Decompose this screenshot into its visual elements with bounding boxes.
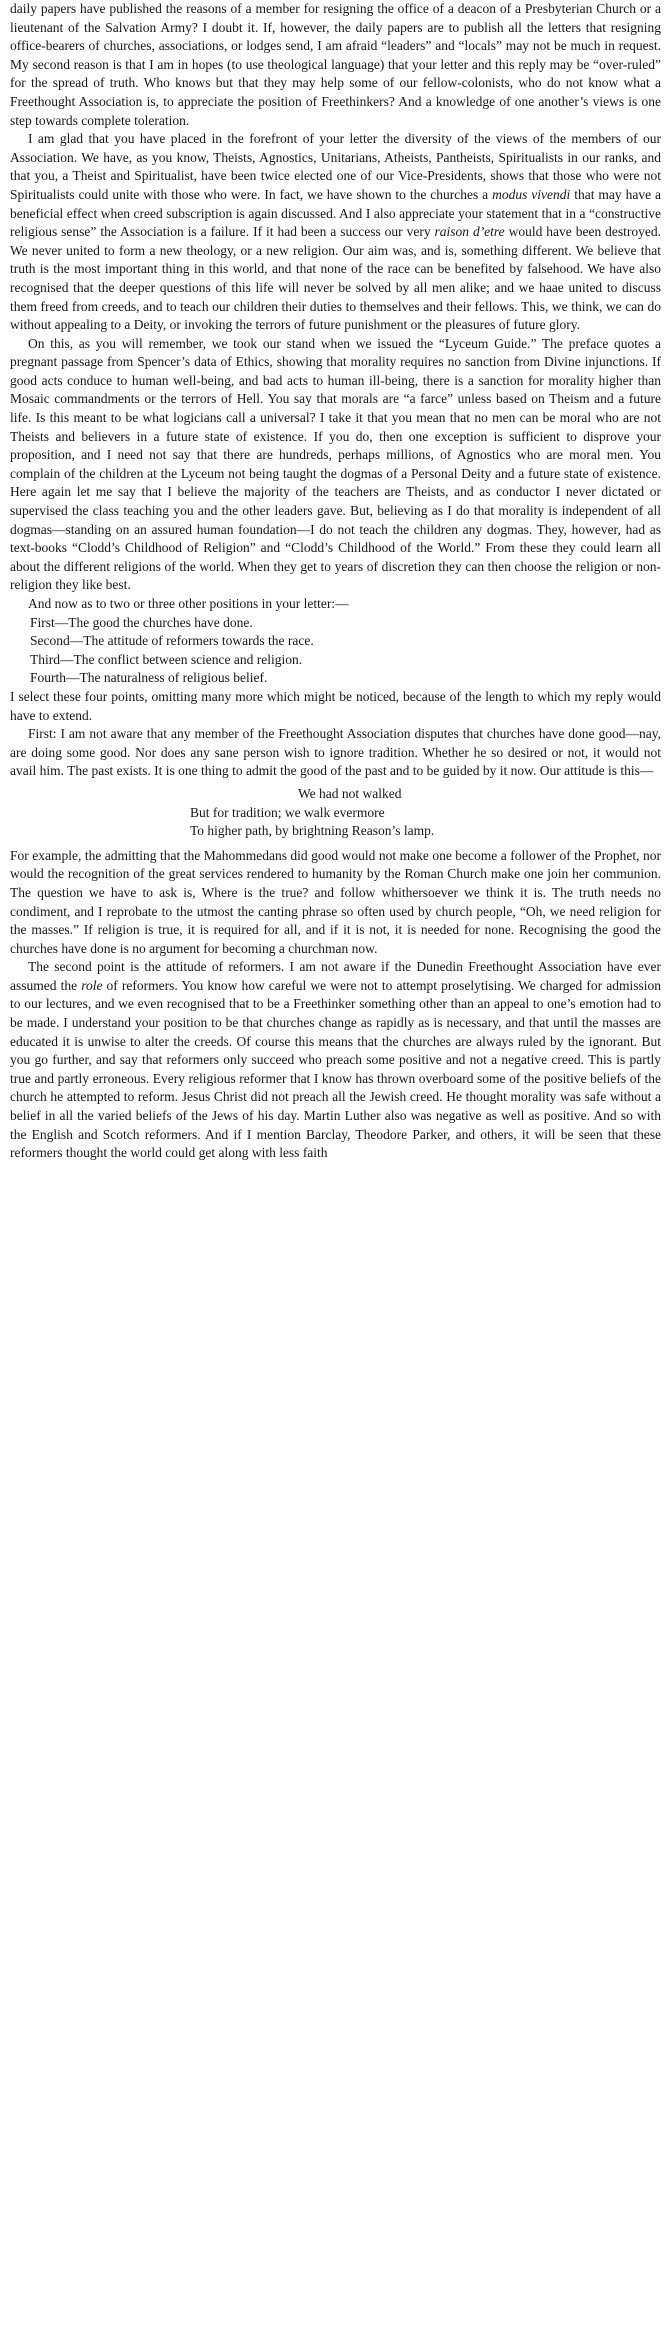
verse-line: We had not walked: [298, 785, 402, 801]
paragraph-first-point: First: I am not aware that any member of the Freethought Association disputes that churches have done good—nay, are doing some good. Nor does any sane person wish to ignore tradition. Whether he so desired or not, it would not avail him. The past exists. It is one thing to admit the good of the past and to be guided by it now. Our attitude is this—: [10, 726, 661, 779]
list-item-second: Second—The attitude of reformers towards the race.: [30, 633, 314, 649]
list-item-first: First—The good the churches have done.: [30, 614, 253, 630]
paragraph-continued: daily papers have published the reasons of a member for resigning the office of a deacon of a Presbyterian Church or a lieutenant of the Salvation Army? I doubt it. If, however, the daily papers are to publish all the letters that resigning office-bearers of churches, associations, or lodges send, I am afraid “leaders” and “locals” may not be much in request. My second reason is that I am in hopes (to use theological language) that your letter and this reply may be “over-ruled” for the spread of truth. Who knows but that they may help some of our fellow-colonists, who do not know what a Freethought Association is, to appreciate the position of Freethinkers? And a knowledge of one another’s views is one step towards complete toleration.: [10, 1, 661, 128]
paragraph-positions-intro: And now as to two or three other positions in your letter:—: [28, 596, 349, 611]
paragraph-select-points: I select these four points, omitting many more which might be noticed, because of the length to which my reply would have to extend.: [10, 688, 661, 723]
paragraph-second-point: [10, 958, 661, 1163]
italic-phrase-raison-detre: raison d’etre: [434, 224, 505, 240]
list-item-third: Third—The conflict between science and religion.: [30, 651, 303, 667]
paragraph-lyceum-guide: On this, as you will remember, we took our stand when we issued the “Lyceum Guide.” The preface quotes a pregnant passage from Spencer’s data of Ethics, showing that morality requires no sanction from Divine injunctions. If good acts conduce to human well-being, and bad acts to human ill-being, there is a sanction for morality higher than Mosaic commandments or the terrors of Hell. You say that morals are “a farce” unless based on Theism and a future life. Is this meant to be what logicians call a universal? I take it that you mean that no men can be moral who are not Theists and believers in a future state of existence. If you do, then one exception is sufficient to disprove your proposition, and I need not say that there are hundreds, perhaps millions, of Agnostics who are moral men. You complain of the children at the Lyceum not being taught the dogmas of a Personal Deity and a future state of existence. Here again let me say that I believe the majority of the teachers are Theists, and as conductor I never dictated or supervised the class teaching you and the other leaders gave. But, believing as I do that morality is independent of all dogmas—standing on an assured human foundation—I do not teach the children any dogmas. They, however, had as text-books “Clodd’s Childhood of Religion” and “Clodd’s Childhood of the World.” From these they could learn all about the different religions of the world. When they get to years of discretion they can then choose the religion or non-religion they like best.: [10, 335, 661, 593]
italic-phrase-modus-vivendi: modus vivendi: [492, 186, 571, 202]
verse-line: But for tradition; we walk evermore: [190, 804, 385, 820]
text-run: would have been destroyed. We never united to form a new theology, or a new religion. Our aim was, and is, something different. We believe that truth is the most important thing in this world, and that none of the race can be benefited by falsehood. We have also recognised that the deeper questions of this life will never be solved by all men alike; and we haae united to discuss them freed from creeds, and to teach our children their duties to themselves and their fellows. This, we think, we can do without appealing to a Deity, or invoking the terrors of future punishment or the pleasures of future glory.: [10, 224, 661, 333]
text-run: that may have a beneficial effect when creed subscription is again discussed. And I also appreciate your statement that in a “constructive religious sense” the Association is a failure. If it had been a success our very: [10, 186, 661, 240]
text-run: The second point is the attitude of reformers. I am not aware if the Dunedin Freethought Association have ever assumed the: [10, 959, 661, 993]
italic-word-role: role: [81, 977, 103, 993]
paragraph-example: For example, the admitting that the Mahommedans did good would not make one become a follower of the Prophet, nor would the recognition of the great services rendered to humanity by the Roman Church make one join her communion. The question we have to ask is, Where is the true? and follow whithersoever we think it is. The truth needs no condiment, and I reprobate to the utmost the canting phrase so often used by church people, “Oh, we need religion for the masses.” If religion is true, it is required for all, and if it is not, it is needed for none. Recognising the good the churches have done is no argument for becoming a churchman now.: [10, 847, 661, 956]
list-item-fourth: Fourth—The naturalness of religious belief.: [30, 670, 268, 686]
verse-line: To higher path, by brightning Reason’s lamp.: [190, 823, 435, 839]
paragraph-diversity-of-views: [10, 130, 661, 335]
text-run: I am glad that you have placed in the forefront of your letter the diversity of the views of the members of our Association. We have, as you know, Theists, Agnostics, Unitarians, Atheists, Pantheists, Spiritualists in our ranks, and that you, a Theist and Spiritualist, have been twice elected one of our Vice-Presidents, shows that those who were not Spiritualists could unite with those who were. In fact, we have shown to the churches a: [10, 131, 661, 202]
verse-quotation: [10, 785, 661, 841]
text-run: of reformers. You know how careful we were not to attempt proselytising. We charged for admission to our lectures, and we even recognised that to be a Freethinker something other than an appeal to one’s emotion had to be made. I understand your position to be that churches change as rapidly as is necessary, and that until the masses are educated it is unwise to alter the creeds. Of course this means that the churches are always ruled by the ignorant. But you go further, and say that reformers only succeed who preach some positive and not a negative creed. This is partly true and partly erroneous. Every religious reformer that I know has thrown overboard some of the positive beliefs of the church he attempted to reform. Jesus Christ did not preach all the Jewish creed. He thought morality was safe without a belief in all the varied beliefs of the Jews of his day. Martin Luther also was negative as well as positive. And so with the English and Scotch reformers. And if I mention Barclay, Theodore Parker, and others, it will be seen that these reformers thought the world could get along with less faith: [10, 977, 661, 1161]
